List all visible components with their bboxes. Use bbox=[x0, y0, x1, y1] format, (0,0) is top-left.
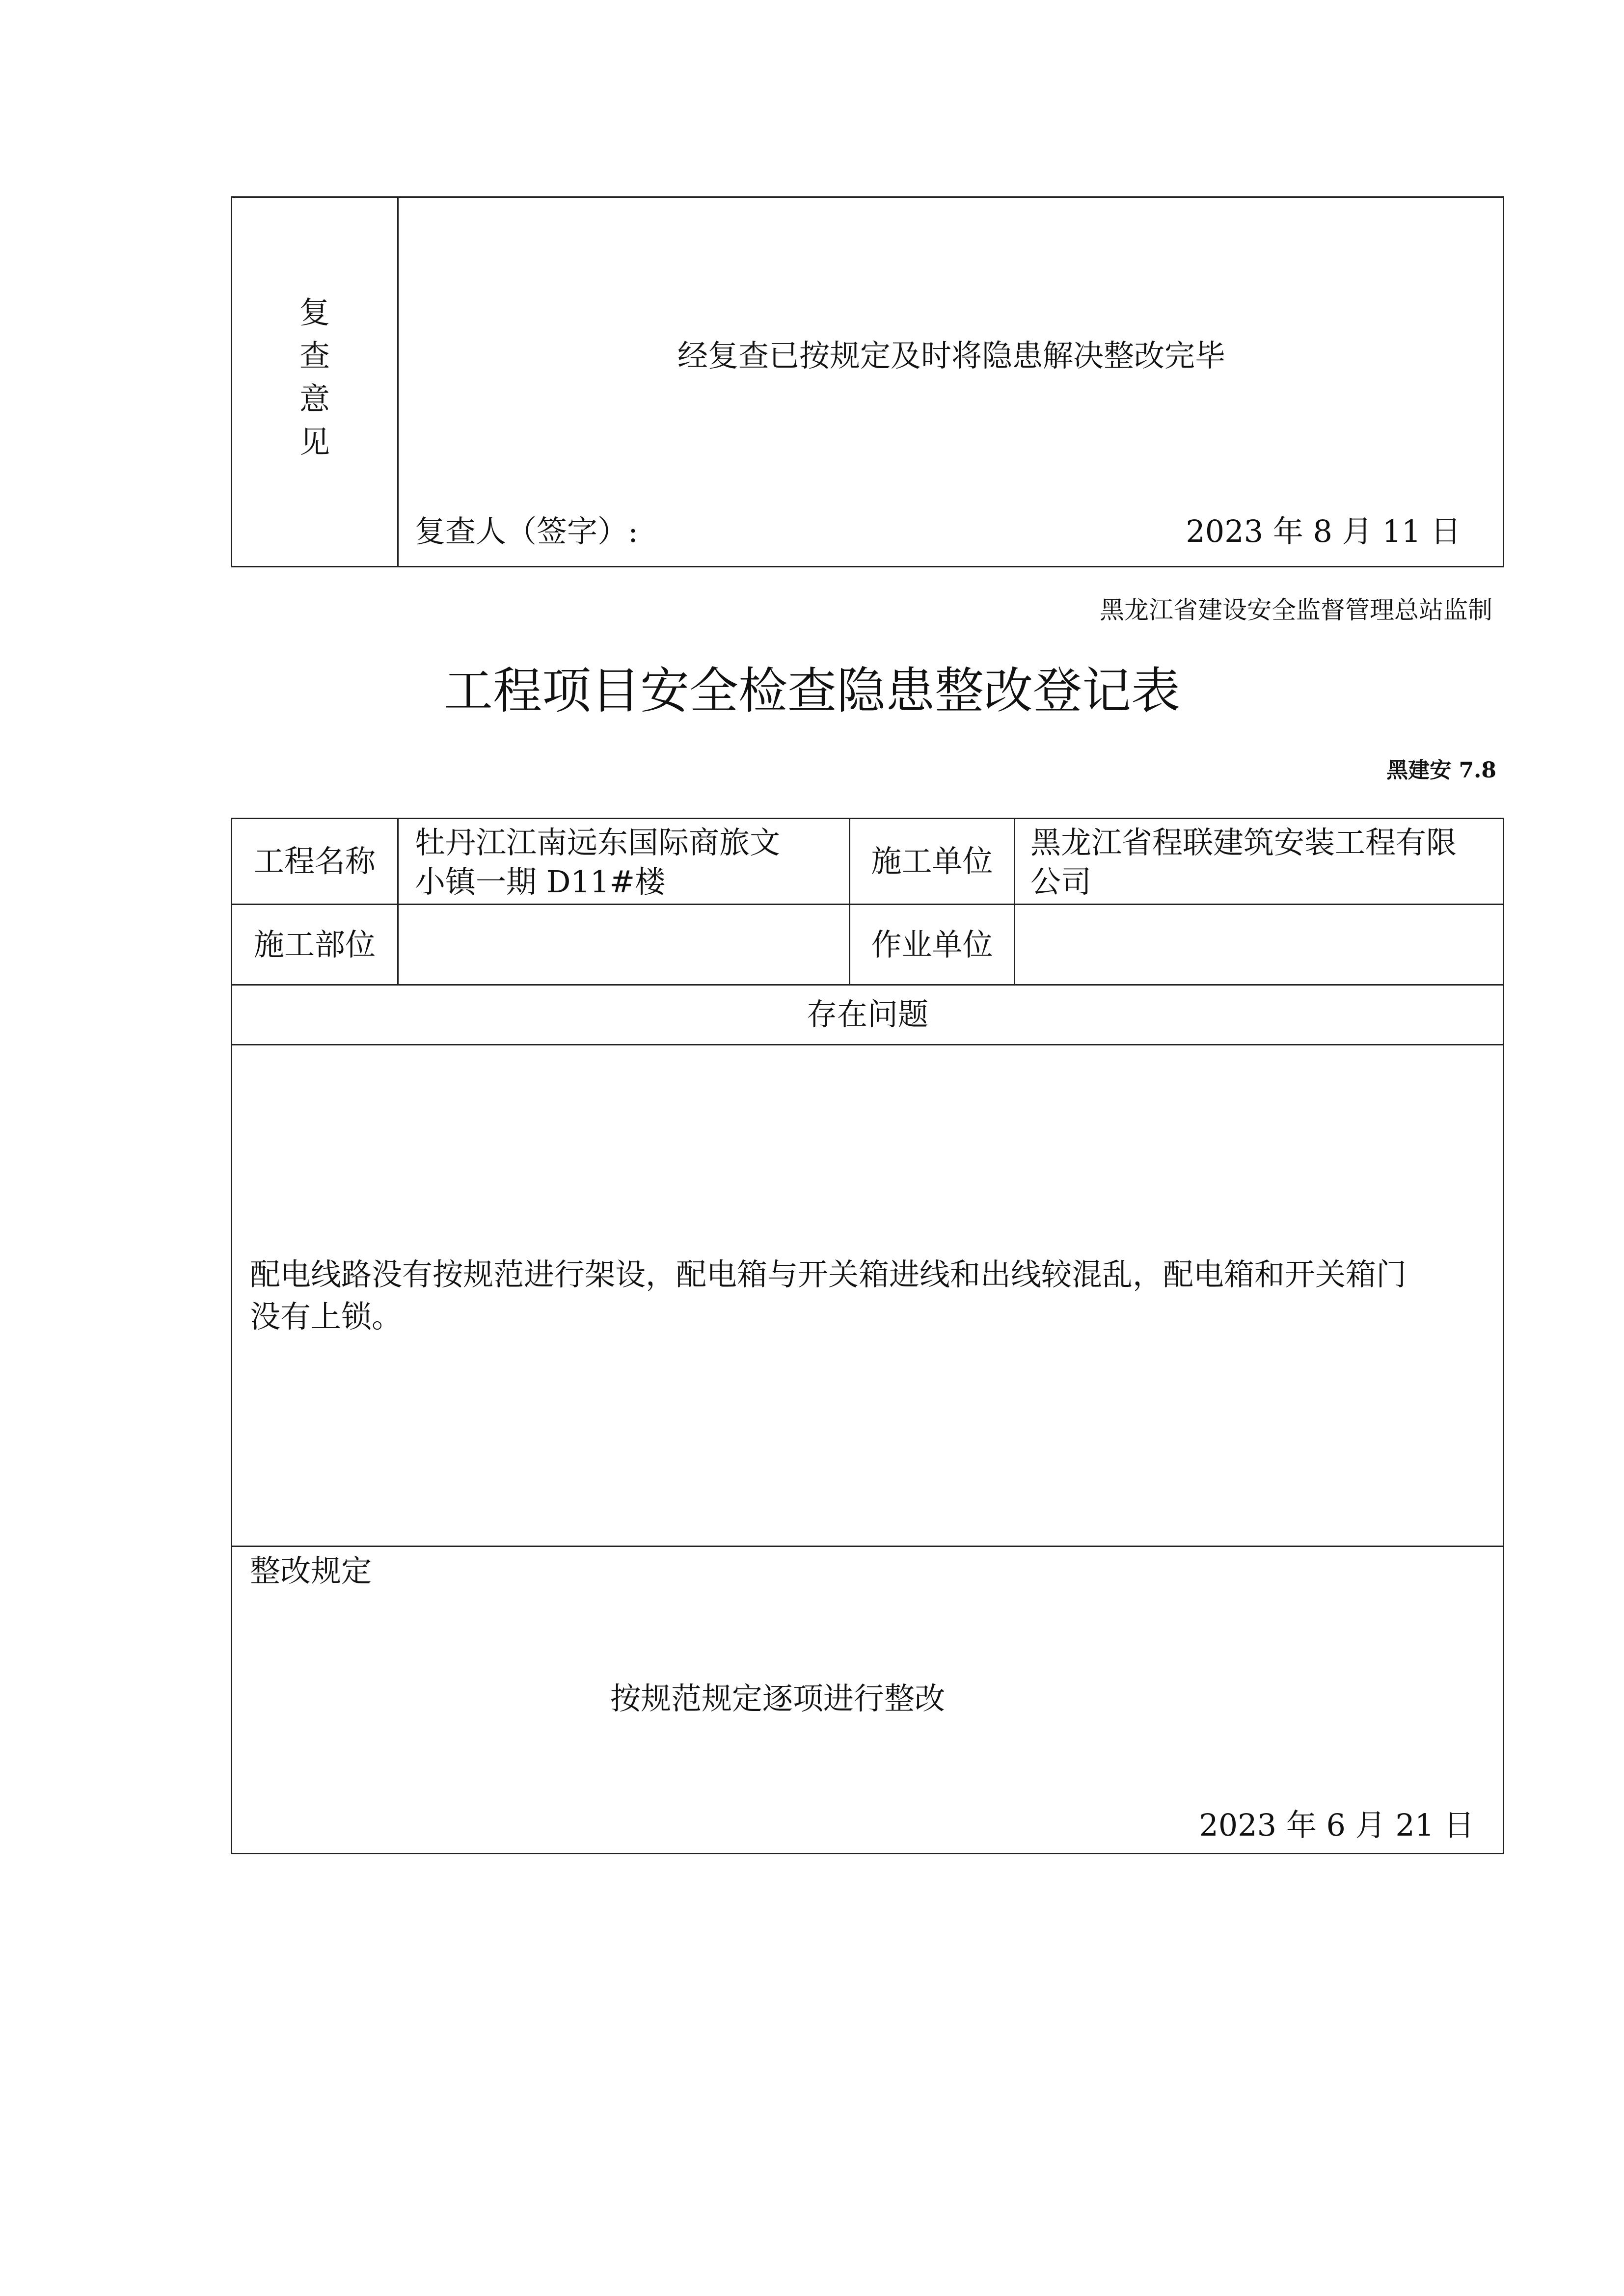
review-label-char: 意 bbox=[299, 381, 330, 417]
contractor-value bbox=[1030, 823, 1502, 902]
construction-location-label: 施工部位 bbox=[253, 927, 376, 962]
issues-header: 存在问题 bbox=[806, 996, 928, 1032]
row-divider bbox=[232, 904, 1503, 905]
contractor-line: 黑龙江省程联建筑安装工程有限 bbox=[1030, 825, 1457, 860]
issues-line: 没有上锁。 bbox=[250, 1299, 403, 1335]
project-name-value bbox=[415, 823, 847, 902]
column-divider bbox=[397, 819, 399, 986]
project-name-line: 牡丹江江南远东国际商旅文 bbox=[415, 825, 781, 860]
review-opinion-text: 经复查已按规定及时将隐患解决整改完毕 bbox=[677, 338, 1225, 374]
rectification-content: 按规范规定逐项进行整改 bbox=[610, 1681, 946, 1716]
review-table bbox=[231, 196, 1504, 567]
rectification-label: 整改规定 bbox=[250, 1553, 372, 1589]
issues-content bbox=[250, 1255, 1497, 1336]
review-label-char: 复 bbox=[299, 294, 330, 330]
review-label-char: 查 bbox=[299, 338, 330, 374]
review-date: 2023 年 8 月 11 日 bbox=[1186, 513, 1461, 549]
supervisor-note: 黑龙江省建设安全监督管理总站监制 bbox=[1100, 596, 1492, 624]
row-divider bbox=[232, 984, 1503, 986]
reviewer-signature-label: 复查人（签字）: bbox=[415, 513, 638, 549]
row-divider bbox=[232, 1546, 1503, 1547]
page-title: 工程项目安全检查隐患整改登记表 bbox=[444, 662, 1180, 720]
registration-table bbox=[231, 818, 1504, 1854]
form-code: 黑建安 7.8 bbox=[1386, 758, 1496, 783]
column-divider bbox=[1014, 819, 1015, 986]
project-name-line: 小镇一期 D11#楼 bbox=[415, 864, 666, 900]
contractor-line: 公司 bbox=[1030, 864, 1092, 900]
issues-line: 配电线路没有按规范进行架设，配电箱与开关箱进线和出线较混乱，配电箱和开关箱门 bbox=[250, 1256, 1407, 1292]
review-opinion-label bbox=[232, 291, 397, 464]
review-column-divider bbox=[397, 198, 399, 566]
contractor-label: 施工单位 bbox=[871, 843, 993, 879]
row-divider bbox=[232, 1044, 1503, 1045]
rectification-date: 2023 年 6 月 21 日 bbox=[1199, 1807, 1474, 1843]
review-label-char: 见 bbox=[299, 424, 330, 460]
project-name-label: 工程名称 bbox=[253, 843, 376, 879]
work-unit-label: 作业单位 bbox=[871, 927, 993, 962]
